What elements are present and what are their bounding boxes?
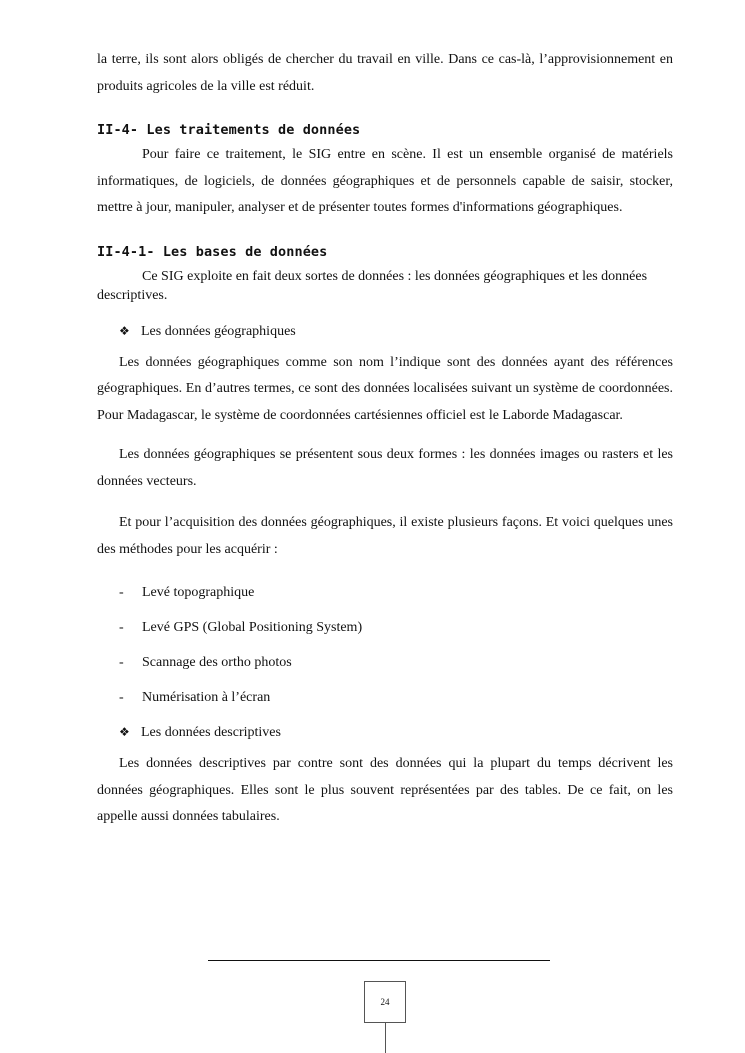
intro-paragraph: la terre, ils sont alors obligés de chercher du travail en ville. Dans ce cas-là, l’approvisionnement en produits agricoles de la ville est réduit.	[97, 52, 673, 94]
subsection-heading: II-4-1- Les bases de données	[97, 243, 328, 260]
list-item-label: Levé topographique	[142, 585, 255, 600]
list-item-label: Scannage des ortho photos	[142, 655, 292, 670]
page-content	[97, 50, 673, 831]
subsection-paragraph: Ce SIG exploite en fait deux sortes de données : les données géographiques et les données descriptives.	[97, 268, 648, 303]
list-dash: -	[119, 620, 124, 635]
geo-paragraph-1: Les données géographiques comme son nom l’indique sont des données ayant des références géographiques. En d’autres termes, ce sont des données localisées suivant un système de coordonnées. Pour Madagascar, le système de coordonnées cartésiennes officiel est le Laborde Madagascar.	[97, 354, 673, 423]
geo-paragraph-2: Les données géographiques se présentent sous deux formes : les données images ou rasters et les données vecteurs.	[97, 447, 673, 489]
list-item	[97, 653, 673, 673]
list-dash: -	[119, 585, 124, 600]
page-number: 24	[380, 997, 390, 1007]
list-item	[97, 583, 673, 603]
list-item	[97, 688, 673, 708]
diamond-bullet-icon: ❖	[119, 725, 130, 739]
list-item	[97, 618, 673, 638]
list-dash: -	[119, 655, 124, 670]
desc-paragraph: Les données descriptives par contre sont des données qui la plupart du temps décrivent les données géographiques. Elles sont le plus souvent représentées par des tables. De ce fait, on les appelle aussi données tabulaires.	[97, 756, 673, 824]
list-dash: -	[119, 690, 124, 705]
footer-rule	[208, 960, 550, 961]
bullet-geographic-label: Les données géographiques	[141, 323, 296, 339]
page-number-stem	[385, 1023, 386, 1053]
diamond-bullet-icon: ❖	[119, 323, 130, 338]
section-paragraph: Pour faire ce traitement, le SIG entre en scène. Il est un ensemble organisé de matériels informatiques, de logiciels, de données géographiques et de personnels capable de saisir, stocker, mettre à jour, manipuler, analyser et de présenter toutes formes d'informations géographiques.	[97, 147, 673, 215]
bullet-geographic-data	[97, 321, 673, 342]
page-number-box	[364, 981, 406, 1023]
bullet-descriptive-data	[97, 722, 673, 743]
section-heading: II-4- Les traitements de données	[97, 122, 361, 138]
geo-paragraph-3: Et pour l’acquisition des données géographiques, il existe plusieurs façons. Et voici quelques unes des méthodes pour les acquérir :	[97, 515, 673, 557]
list-item-label: Numérisation à l’écran	[142, 690, 271, 705]
list-item-label: Levé GPS (Global Positioning System)	[142, 620, 363, 635]
bullet-descriptive-label: Les données descriptives	[141, 725, 281, 740]
